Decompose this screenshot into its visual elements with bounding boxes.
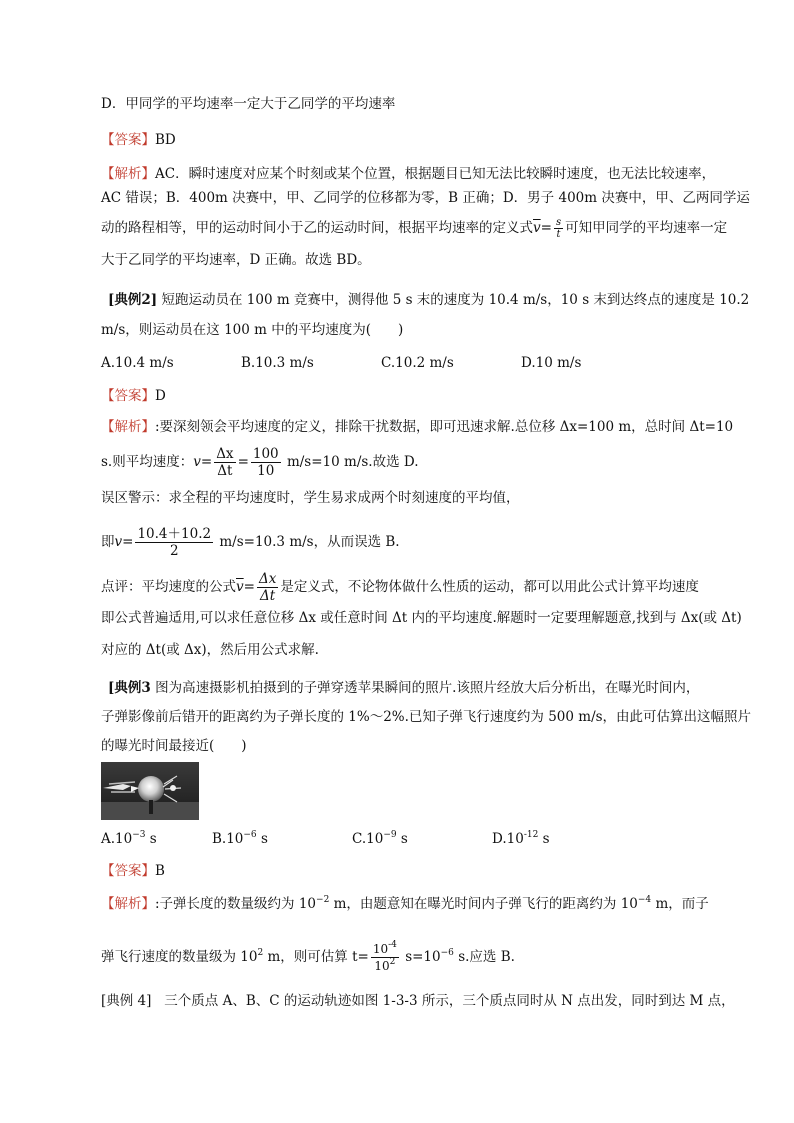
option-unit: s — [256, 831, 268, 847]
analysis-text: :子弹长度的数量级约为 10 — [155, 896, 317, 912]
fraction-numerator: 100 — [252, 446, 279, 462]
example-tag: [典例3 — [108, 680, 151, 696]
comment-fraction — [257, 571, 278, 604]
option-a: A.10.4 m/s — [101, 355, 174, 371]
stem-text: 三个质点 A、B、C 的运动轨迹如图 1-3-3 所示，三个质点同时从 N 点出发，同时到达 M 点， — [164, 993, 735, 1009]
fraction-denominator: t — [556, 229, 561, 240]
answer-tag: 【答案】 — [101, 388, 155, 404]
fraction-denominator: Δt — [217, 463, 233, 479]
answer-line-3 — [101, 861, 165, 881]
option-c: C.10.2 m/s — [381, 355, 454, 371]
option-unit: s — [396, 831, 408, 847]
denominator-exponent: 2 — [389, 957, 396, 967]
comment-text: 是定义式，不论物体做什么性质的运动，都可以用此公式计算平均速度 — [280, 579, 699, 595]
warning-text: 即 — [101, 534, 115, 550]
comment-line-2: 即公式普遍适用,可以求任意位移 Δx 或任意时间 Δt 内的平均速度.解题时一定要理解题意,找到与 Δx(或 Δt) — [101, 610, 742, 626]
option-exponent: −3 — [132, 830, 146, 840]
example-tag: [典例 4] — [101, 993, 152, 1009]
option-b — [212, 829, 268, 849]
option-text: D.10 — [492, 831, 524, 847]
option-unit: s — [538, 831, 550, 847]
velocity-symbol: v= — [193, 454, 213, 470]
analysis-text: m/s=10 m/s.故选 D. — [286, 454, 419, 470]
option-text: A.10 — [101, 831, 133, 847]
analysis-3-line-2 — [101, 941, 515, 974]
option-b: B.10.3 m/s — [241, 355, 314, 371]
velocity-symbol: v= — [114, 534, 134, 550]
answer-value: B — [155, 863, 165, 879]
stem-text: 短跑运动员在 100 m 竞赛中，测得他 5 s 末的速度为 10.4 m/s，10 s 末到达终点的速度是 10.2 — [161, 292, 750, 308]
comment-line-3: 对应的 Δt(或 Δx)，然后用公式求解. — [101, 642, 319, 658]
analysis-text: m，则可估算 t= — [263, 949, 369, 965]
analysis-line-1 — [101, 164, 715, 184]
analysis-line-4: 大于乙同学的平均速率，D 正确。故选 BD。 — [101, 252, 371, 268]
answer-line-1 — [101, 130, 176, 150]
answer-tag: 【答案】 — [101, 863, 155, 879]
analysis-text: 弹飞行速度的数量级为 10 — [101, 949, 258, 965]
option-d: D.10 m/s — [521, 355, 582, 371]
analysis-text: 可知甲同学的平均速率一定 — [565, 220, 728, 236]
fraction-numerator: Δx — [216, 446, 234, 462]
analysis-text: AC．瞬时速度对应某个时刻或某个位置，根据题目已知无法比较瞬时速度，也无法比较速率， — [155, 166, 716, 182]
exponent: −2 — [316, 895, 330, 905]
option-exponent: −9 — [383, 830, 397, 840]
option-text: C.10 — [352, 831, 384, 847]
example-2-stem-line-2: m/s，则运动员在这 100 m 中的平均速度为( ) — [101, 322, 404, 338]
fraction-denominator — [371, 958, 399, 974]
comment-line-1: 点评：平均速度的公式$\overline{v}=$ $\frac{\Delta x}{\Delta t}$ 是定义式，不论物体做什么性质的运动，都可以用此公式计算平均速度 — [101, 571, 699, 604]
numerator-exponent: -4 — [388, 940, 397, 950]
fraction-denominator: Δt — [260, 588, 276, 604]
analysis-text: s.应选 B. — [453, 949, 515, 965]
analysis-3-line-1 — [101, 894, 709, 914]
time-fraction — [371, 941, 399, 974]
answer-tag: 【答案】 — [101, 132, 155, 148]
option-d — [492, 829, 550, 849]
exponent: −4 — [637, 895, 652, 905]
analysis-line-3 — [101, 217, 727, 240]
option-text: B.10 — [212, 831, 244, 847]
option-unit: s — [145, 831, 157, 847]
analysis-2-line-1 — [101, 417, 733, 437]
analysis-text: :要深刻领会平均速度的定义，排除干扰数据，即可迅速求解.总位移 Δx=100 m，总时间 Δt=10 — [155, 419, 734, 435]
denominator-base: 10 — [374, 959, 390, 973]
example-tag: [典例2] — [108, 292, 158, 308]
delta-fraction — [214, 446, 235, 479]
analysis-tag: 【解析】 — [101, 166, 155, 182]
stem-text: 图为高速摄影机拍摄到的子弹穿透苹果瞬间的照片.该照片经放大后分析出，在曝光时间内， — [155, 680, 700, 696]
exponent: −6 — [440, 948, 454, 958]
equals-sign: = — [540, 220, 552, 236]
warning-line-1: 误区警示：求全程的平均速度时，学生易求成两个时刻速度的平均值， — [101, 490, 520, 506]
analysis-text: m，而子 — [651, 896, 709, 912]
fraction-denominator: 10 — [257, 463, 275, 479]
analysis-text: 动的路程相等，甲的运动时间小于乙的运动时间，根据平均速率的定义式 — [101, 220, 533, 236]
example-3-stem-line-3: 的曝光时间最接近( ) — [101, 738, 247, 754]
value-fraction — [251, 446, 281, 479]
option-a — [101, 829, 157, 849]
example-4-stem — [101, 991, 735, 1011]
analysis-tag: 【解析】 — [101, 419, 155, 435]
fraction-numerator: Δx — [258, 571, 277, 587]
answer-line-2 — [101, 386, 166, 406]
answer-value: BD — [155, 132, 176, 148]
option-d-text: D．甲同学的平均速率一定大于乙同学的平均速率 — [101, 96, 396, 112]
example-2-stem-line-1 — [108, 290, 749, 310]
analysis-text: s.则平均速度： — [101, 454, 194, 470]
analysis-text: s=10 — [400, 949, 441, 965]
fraction-numerator: 10.4＋10.2 — [137, 526, 212, 542]
warning-fraction — [135, 526, 213, 559]
avg-speed-symbol: $\overline{v}$ — [533, 220, 541, 236]
speed-fraction — [554, 217, 563, 240]
warning-line-2 — [101, 526, 400, 559]
numerator-base: 10 — [372, 942, 389, 956]
analysis-line-2: AC 错误；B．400m 决赛中，甲、乙同学的位移都为零，B 正确；D．男子 400m 决赛中，甲、乙两同学运 — [101, 190, 750, 206]
avg-velocity-symbol: $\overline{v}$ — [236, 579, 244, 595]
exponent: 2 — [257, 948, 264, 958]
warning-text: m/s=10.3 m/s，从而误选 B. — [219, 534, 400, 550]
example-3-stem-line-2: 子弹影像前后错开的距离约为子弹长度的 1%～2%.已知子弹飞行速度约为 500 m/s，由此可估算出这幅照片 — [101, 709, 752, 725]
fraction-numerator: s — [555, 217, 562, 228]
fraction-denominator: 2 — [169, 543, 179, 559]
example-3-stem-line-1 — [108, 678, 699, 698]
answer-value: D — [155, 388, 166, 404]
analysis-text: m，由题意知在曝光时间内子弹飞行的距离约为 10 — [329, 896, 638, 912]
analysis-tag: 【解析】 — [101, 896, 155, 912]
option-exponent: -12 — [523, 830, 539, 840]
option-exponent: −6 — [243, 830, 257, 840]
option-c — [352, 829, 408, 849]
fraction-numerator — [371, 941, 399, 958]
comment-text: 点评：平均速度的公式 — [101, 579, 236, 595]
analysis-2-line-2: s.则平均速度：v= $\frac{\Delta x}{\Delta t}$ = $\frac{100}{10}$ m/s=10 m/s.故选 D. — [101, 446, 419, 479]
bullet-apple-photo — [101, 762, 199, 820]
